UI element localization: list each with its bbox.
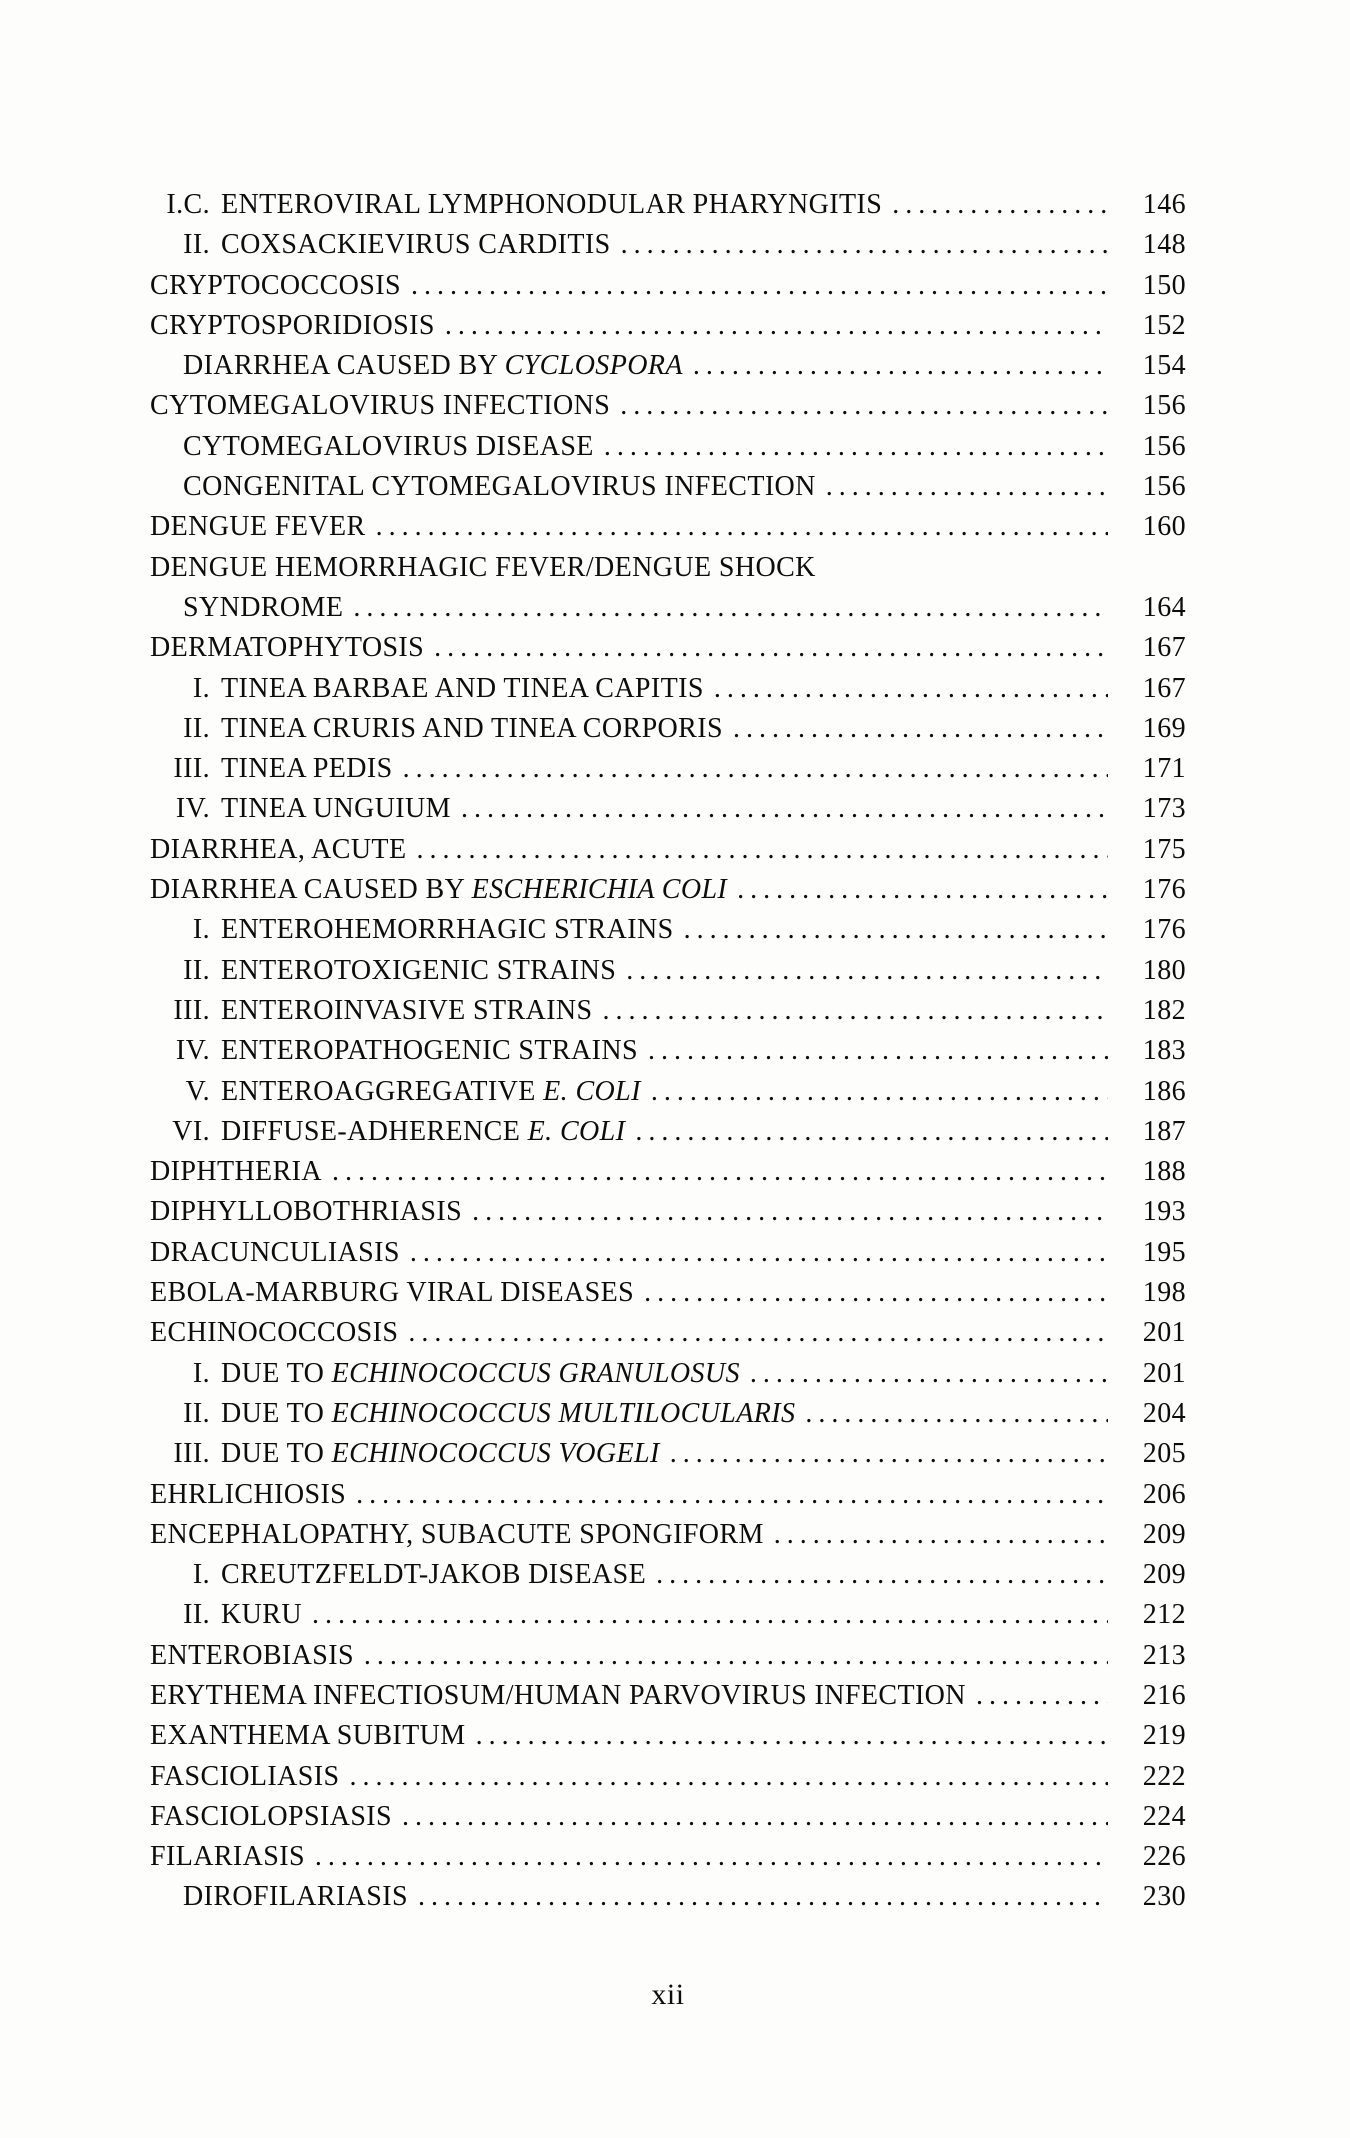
toc-entry [150,266,1186,306]
entry-numeral: I. [192,1357,210,1389]
entry-title-text: ECHINOCOCCOSIS [150,1317,399,1349]
entry-title [221,669,704,709]
toc-entry [150,991,1186,1031]
entry-title-text: DIARRHEA, ACUTE [150,833,407,865]
dot-leader [418,1877,1108,1917]
toc-entry [150,628,1186,668]
toc-entry [150,588,1186,628]
toc-entry [150,1676,1186,1716]
toc-entry [150,1233,1186,1273]
toc-entry [150,386,1186,426]
entry-page-number: 175 [1142,833,1186,865]
entry-page-number: 204 [1142,1397,1186,1429]
dot-leader [408,1313,1108,1353]
entry-page-number: 156 [1142,471,1186,503]
entry-numeral: I. [192,672,210,704]
entry-title [221,185,882,225]
toc-entry [150,1797,1186,1837]
entry-title-text: ENTEROVIRAL LYMPHONODULAR PHARYNGITIS [221,189,883,220]
entry-title [150,306,435,346]
dot-leader [750,1354,1108,1394]
dot-leader [976,1676,1108,1716]
entry-title [150,1636,354,1676]
entry-numeral: VI. [172,1115,210,1147]
entry-title [150,1837,305,1877]
entry-page-number: 198 [1142,1277,1186,1309]
entry-numeral: III. [173,1438,210,1470]
entry-title-text: DIPHYLLOBOTHRIASIS [150,1196,463,1228]
dot-leader [626,951,1108,991]
entry-title [221,1434,660,1474]
dot-leader [635,1112,1108,1152]
entry-title-text: COXSACKIEVIRUS CARDITIS [221,229,611,261]
entry-page-number: 156 [1142,430,1186,462]
entry-title-text: ENCEPHALOPATHY, SUBACUTE SPONGIFORM [150,1518,764,1550]
entry-title [221,1112,625,1152]
dot-leader [774,1515,1108,1555]
entry-numeral: V. [185,1075,210,1107]
entry-title-text: DUE TO [221,1438,332,1470]
entry-page-number: 226 [1142,1841,1186,1873]
entry-page-number: 169 [1142,712,1186,744]
entry-page-number: 187 [1142,1115,1186,1147]
entry-title-text: TINEA CRURIS AND TINEA CORPORIS [221,712,723,744]
entry-title [150,870,727,910]
entry-title-italic: ESCHERICHIA COLI [471,874,728,906]
entry-title-text: DERMATOPHYTOSIS [150,632,425,664]
entry-page-number: 182 [1142,994,1186,1026]
entry-page-number: 150 [1142,269,1186,301]
toc-entry [150,789,1186,829]
entry-page-number: 201 [1142,1357,1186,1389]
entry-title [221,225,611,265]
entry-title-text: ENTEROHEMORRHAGIC STRAINS [221,914,674,946]
entry-title-text: FASCIOLOPSIASIS [150,1800,392,1832]
toc-entry [150,1475,1186,1515]
entry-title [221,991,593,1031]
entry-title-text: FASCIOLIASIS [150,1760,340,1792]
entry-title [221,1394,795,1434]
entry-title-italic: CYCLOSPORA [504,350,683,382]
toc-entry [150,1031,1186,1071]
entry-page-number: 167 [1142,632,1186,664]
entry-title-text: DIFFUSE-ADHERENCE [221,1115,528,1147]
entry-title [150,830,406,870]
dot-leader [476,1716,1108,1756]
entry-page-number: 152 [1142,309,1186,341]
entry-title-italic: ECHINOCOCCUS VOGELI [331,1438,660,1470]
entry-page-number: 171 [1142,753,1186,785]
entry-title-text: KURU [221,1599,302,1631]
entry-title-text: ENTEROBIASIS [150,1639,354,1671]
dot-leader [434,628,1108,668]
entry-title [150,1797,392,1837]
entry-numeral: II. [183,712,210,744]
entry-page-number: 183 [1142,1035,1186,1067]
entry-title-text: DRACUNCULIASIS [150,1236,400,1268]
entry-page-number: 154 [1142,350,1186,382]
entry-page-number: 188 [1142,1156,1186,1188]
toc-entry [150,1837,1186,1877]
entry-page-number: 146 [1142,189,1186,220]
entry-title [150,1273,634,1313]
dot-leader [621,225,1108,265]
entry-title-text: DENGUE HEMORRHAGIC FEVER/DENGUE SHOCK [150,551,816,583]
entry-title [150,386,610,426]
entry-page-number: 224 [1142,1800,1186,1832]
entry-numeral: IV. [175,793,210,825]
entry-page-number: 173 [1142,793,1186,825]
dot-leader [332,1152,1108,1192]
entry-title-text: ERYTHEMA INFECTIOSUM/HUMAN PARVOVIRUS INFECTION [150,1679,966,1711]
entry-title [221,1031,638,1071]
dot-leader [670,1434,1108,1474]
dot-leader [651,1072,1108,1112]
entry-title-text: CRYPTOSPORIDIOSIS [150,309,435,341]
entry-title [150,507,366,547]
entry-title-text: CONGENITAL CYTOMEGALOVIRUS INFECTION [183,471,816,503]
entry-title [221,1555,646,1595]
toc-entry [150,225,1186,265]
toc-entry [150,1515,1186,1555]
toc-entry [150,1877,1186,1917]
entry-page-number: 195 [1142,1236,1186,1268]
dot-leader [402,1797,1108,1837]
toc-entry [150,1313,1186,1353]
entry-title [221,789,451,829]
entry-page-number: 176 [1142,874,1186,906]
entry-title-text: DENGUE FEVER [150,511,366,543]
dot-leader [349,1757,1108,1797]
entry-title-text: DIPHTHERIA [150,1156,322,1188]
toc-entry [150,467,1186,507]
toc-entry [150,185,1186,225]
entry-title-text: TINEA UNGUIUM [221,793,451,825]
dot-leader [644,1273,1108,1313]
entry-title-text: ENTEROTOXIGENIC STRAINS [221,954,617,986]
dot-leader [656,1555,1108,1595]
entry-page-number: 160 [1142,511,1186,543]
entry-page-number: 219 [1142,1720,1186,1752]
entry-title [150,1757,339,1797]
toc-entry [150,1716,1186,1756]
entry-title-text: EHRLICHIOSIS [150,1478,347,1510]
dot-leader [472,1192,1108,1232]
entry-page-number: 213 [1142,1639,1186,1671]
dot-leader [364,1636,1108,1676]
entry-title [150,1716,466,1756]
entry-title [150,266,401,306]
entry-title-text: DIARRHEA CAUSED BY [150,874,472,906]
entry-title-text: TINEA BARBAE AND TINEA CAPITIS [221,672,704,704]
toc-list [150,185,1186,1918]
entry-title [221,1354,740,1394]
entry-title [150,1676,966,1716]
entry-title [221,1072,641,1112]
dot-leader [648,1031,1108,1071]
entry-title-text: ENTEROPATHOGENIC STRAINS [221,1035,638,1067]
entry-title-text: EBOLA-MARBURG VIRAL DISEASES [150,1277,635,1309]
entry-title-text: DUE TO [221,1357,332,1389]
toc-entry [150,1152,1186,1192]
entry-page-number: 222 [1142,1760,1186,1792]
entry-numeral: II. [183,1397,210,1429]
dot-leader [461,789,1108,829]
entry-title [183,588,343,628]
entry-title [183,427,594,467]
dot-leader [315,1837,1108,1877]
dot-leader [620,386,1108,426]
toc-entry [150,669,1186,709]
dot-leader [684,910,1108,950]
toc-entry [150,1354,1186,1394]
entry-title [150,1313,398,1353]
entry-title [183,1877,408,1917]
toc-entry [150,1394,1186,1434]
toc-entry [150,1072,1186,1112]
toc-entry [150,910,1186,950]
entry-page-number: 205 [1142,1438,1186,1470]
toc-entry [150,346,1186,386]
entry-title-text: SYNDROME [183,591,344,623]
entry-numeral: II. [183,1599,210,1631]
entry-page-number: 201 [1142,1317,1186,1349]
entry-page-number: 148 [1142,229,1186,261]
entry-title [221,709,723,749]
entry-title-italic: ECHINOCOCCUS MULTILOCULARIS [331,1397,796,1429]
dot-leader [604,427,1108,467]
entry-page-number: 156 [1142,390,1186,422]
entry-title [221,749,393,789]
entry-page-number: 164 [1142,591,1186,623]
dot-leader [410,1233,1108,1273]
entry-title-text: FILARIASIS [150,1841,305,1873]
entry-title [221,951,616,991]
entry-title-italic: ECHINOCOCCUS GRANULOSUS [331,1357,740,1389]
entry-title [150,1475,346,1515]
entry-numeral: I. [192,1559,210,1591]
dot-leader [805,1394,1108,1434]
dot-leader [892,185,1108,225]
toc-entry [150,548,1186,588]
entry-title [150,628,424,668]
toc-entry [150,1434,1186,1474]
entry-numeral: I.C. [166,189,210,220]
entry-title [150,1152,322,1192]
entry-title [183,467,816,507]
toc-entry [150,1112,1186,1152]
entry-numeral: I. [192,914,210,946]
dot-leader [445,306,1108,346]
entry-title-italic: E. COLI [527,1115,626,1147]
toc-entry [150,951,1186,991]
toc-entry [150,1273,1186,1313]
dot-leader [733,709,1108,749]
toc-entry [150,749,1186,789]
entry-numeral: III. [173,753,210,785]
dot-leader [416,830,1108,870]
toc-entry [150,709,1186,749]
entry-numeral: IV. [175,1035,210,1067]
dot-leader [353,588,1108,628]
entry-title [150,1233,400,1273]
toc-entry [150,427,1186,467]
toc-entry [150,1192,1186,1232]
toc-entry [150,507,1186,547]
entry-numeral: III. [173,994,210,1026]
entry-page-number: 230 [1142,1881,1186,1913]
entry-page-number: 193 [1142,1196,1186,1228]
entry-numeral: II. [183,229,210,261]
entry-title-text: CYTOMEGALOVIRUS DISEASE [183,430,594,462]
entry-title-text: CREUTZFELDT-JAKOB DISEASE [221,1559,647,1591]
entry-title-text: TINEA PEDIS [221,753,393,785]
dot-leader [411,266,1108,306]
dot-leader [356,1475,1108,1515]
entry-page-number: 180 [1142,954,1186,986]
entry-title-text: ENTEROINVASIVE STRAINS [221,994,593,1026]
toc-entry [150,1636,1186,1676]
entry-title-text: DUE TO [221,1397,332,1429]
toc-entry [150,1595,1186,1635]
entry-title-text: EXANTHEMA SUBITUM [150,1720,466,1752]
dot-leader [312,1595,1108,1635]
dot-leader [603,991,1108,1031]
toc-entry [150,830,1186,870]
entry-page-number: 216 [1142,1679,1186,1711]
toc-entry [150,1555,1186,1595]
dot-leader [403,749,1108,789]
entry-title-text: DIARRHEA CAUSED BY [183,350,505,382]
dot-leader [826,467,1108,507]
toc-entry [150,1757,1186,1797]
entry-page-number: 212 [1142,1599,1186,1631]
toc-entry [150,870,1186,910]
entry-title-italic: E. COLI [543,1075,641,1107]
entry-title [221,910,674,950]
dot-leader [737,870,1108,910]
entry-page-number: 209 [1142,1559,1186,1591]
toc-entry [150,306,1186,346]
entry-title [150,1192,462,1232]
dot-leader [714,669,1108,709]
entry-title [183,346,683,386]
entry-page-number: 186 [1142,1075,1186,1107]
entry-page-number: 167 [1142,672,1186,704]
entry-title [150,548,816,588]
entry-numeral: II. [183,954,210,986]
entry-page-number: 209 [1142,1518,1186,1550]
entry-title-text: ENTEROAGGREGATIVE [221,1075,544,1107]
entry-page-number: 206 [1142,1478,1186,1510]
entry-title [221,1595,302,1635]
entry-page-number: 176 [1142,914,1186,946]
page-footer-folio: xii [651,1978,685,2011]
dot-leader [376,507,1108,547]
dot-leader [693,346,1108,386]
entry-title-text: CYTOMEGALOVIRUS INFECTIONS [150,390,611,422]
entry-title-text: DIROFILARIASIS [183,1881,408,1913]
entry-title-text: CRYPTOCOCCOSIS [150,269,401,301]
entry-title [150,1515,764,1555]
